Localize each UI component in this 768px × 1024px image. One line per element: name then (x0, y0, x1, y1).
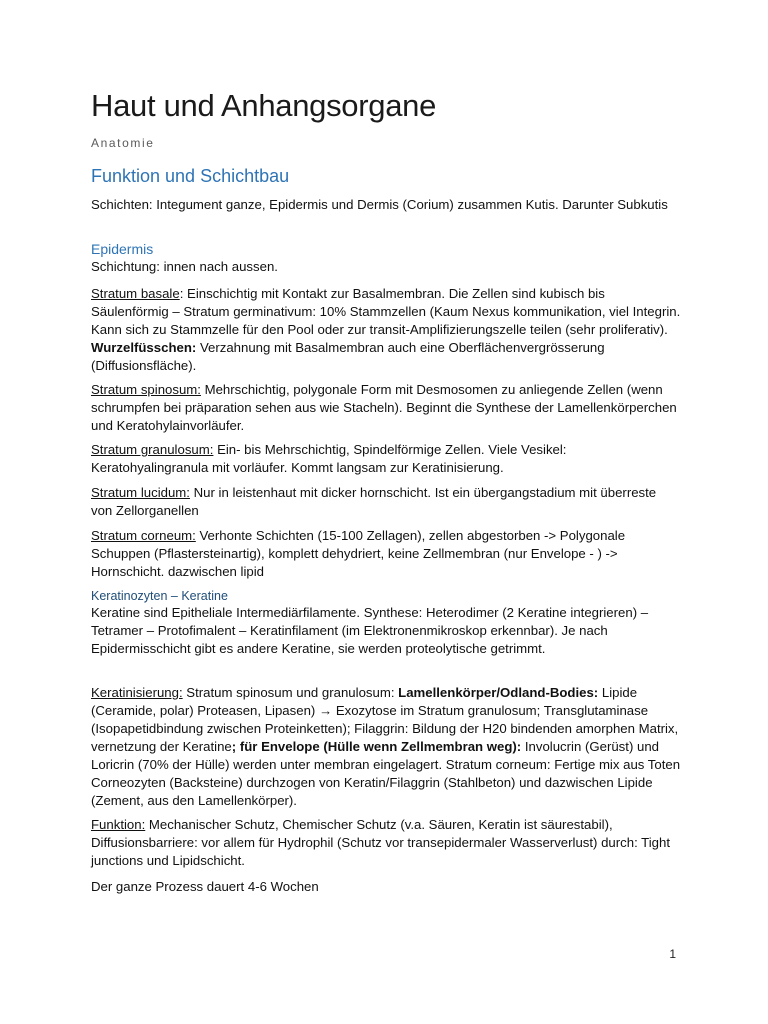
envelope-term: ; für Envelope (Hülle wenn Zellmembran weg): (231, 739, 522, 754)
stratum-basale-paragraph (91, 285, 681, 375)
section-heading: Funktion und Schichtbau (91, 166, 290, 186)
keratin-heading: Keratinozyten – Keratine (91, 589, 228, 603)
stratum-spinosum-term: Stratum spinosum: (91, 382, 201, 397)
duration-paragraph (91, 878, 681, 896)
keratinisierung-term: Keratinisierung: (91, 685, 183, 700)
document-subtitle: Anatomie (91, 136, 155, 150)
keratinisierung-text1: Stratum spinosum und granulosum: (182, 685, 399, 700)
document-title: Haut und Anhangsorgane (91, 88, 437, 123)
stratum-corneum-text: Verhonte Schichten (15-100 Zellagen), zellen abgestorben -> Polygonale Schuppen (Pflastersteinartig), komplett dehydriert, keine Zellmembran (nur Envelope - ) -> Hornschicht. dazwischen lipid (91, 528, 626, 579)
stratum-corneum-paragraph (91, 527, 681, 581)
keratin-block (91, 588, 681, 658)
funktion-text: Mechanischer Schutz, Chemischer Schutz (v.a. Säuren, Keratin ist säurestabil), Diffusionsbarriere: vor allem für Hydrophil (Schutz vor transepidermaler Wasserverlust) durch: Tight junctions und Lipidschicht. (91, 817, 670, 868)
keratinisierung-paragraph (91, 684, 681, 810)
stratum-spinosum-text: Mehrschichtig, polygonale Form mit Desmosomen zu anliegende Zellen (wenn schrumpfen bei präparation sehen aus wie Stacheln). Beginnt die Synthese der Lamellenkörperchen und Keratohylainvorläufer. (91, 382, 677, 433)
arrow-icon: → (318, 703, 333, 718)
duration-text: Der ganze Prozess dauert 4-6 Wochen (91, 879, 319, 894)
keratinisierung-text3: Exozytose im Stratum granulosum; Transglutaminase (Isopapetidbindung zwischen Proteinketten); Filaggrin: Bildung der H20 bindenden amorphen Matrix, vernetzung der Keratine (91, 703, 679, 754)
stratum-lucidum-paragraph (91, 484, 681, 520)
intro-paragraph (91, 196, 681, 214)
keratin-text: Keratine sind Epitheliale Intermediärfilamente. Synthese: Heterodimer (2 Keratine integrieren) – Tetramer – Protofimalent – Keratinfilament (im Elektronenmikroskop erkennbar). Je nach Epidermisschicht gibt es andere Keratine, sie werden proteolytische getrimmt. (91, 605, 649, 656)
keratinisierung-text2: Lipide (Ceramide, polar) Proteasen, Lipasen) (91, 685, 638, 718)
funktion-paragraph (91, 816, 681, 870)
funktion-term: Funktion: (91, 817, 146, 832)
stratum-spinosum-paragraph (91, 381, 681, 435)
keratinisierung-text4: Involucrin (Gerüst) und Loricrin (70% der Hülle) werden unter membran eingelagert. Stratum corneum: Fertige mix aus Toten Corneozyten (Backsteine) durchzogen von Keratin/Filaggrin (Stahlbeton) und dazwischen Lipide (Zement, aus den Lamellenkörper). (91, 739, 681, 808)
stratum-granulosum-term: Stratum granulosum: (91, 442, 214, 457)
intro-text: Schichten: Integument ganze, Epidermis und Dermis (Corium) zusammen Kutis. Darunter Subkutis (91, 197, 668, 212)
stratum-basale-text2: Verzahnung mit Basalmembran auch eine Oberflächenvergrösserung (Diffusionsfläche). (91, 340, 605, 373)
stratum-corneum-term: Stratum corneum: (91, 528, 196, 543)
wurzelfuesschen-term: Wurzelfüsschen: (91, 340, 197, 355)
lamellenkoerper-term: Lamellenkörper/Odland-Bodies: (398, 685, 599, 700)
page-number: 1 (669, 947, 676, 961)
stratum-lucidum-text: Nur in leistenhaut mit dicker hornschicht. Ist ein übergangstadium mit überreste von Zellorganellen (91, 485, 657, 518)
stratum-basale-term: Stratum basale (91, 286, 180, 301)
stratum-lucidum-term: Stratum lucidum: (91, 485, 190, 500)
stratum-granulosum-text: Ein- bis Mehrschichtig, Spindelförmige Zellen. Viele Vesikel: Keratohyalingranula mit vorläufer. Kommt langsam zur Keratinisierung. (91, 442, 567, 475)
stratum-granulosum-paragraph (91, 441, 681, 477)
epidermis-heading: Epidermis (91, 241, 154, 257)
epidermis-intro: Schichtung: innen nach aussen. (91, 259, 278, 274)
epidermis-block (91, 240, 681, 276)
stratum-basale-text1: : Einschichtig mit Kontakt zur Basalmembran. Die Zellen sind kubisch bis Säulenförmig – Stratum germinativum: 10% Stammzellen (Kaum Nexus kommunikation, viel Integrin. Kann sich zu Stammzelle für den Pool oder zur transit-Amplifizierungszelle teilen (sehr proliferativ). (91, 286, 681, 337)
